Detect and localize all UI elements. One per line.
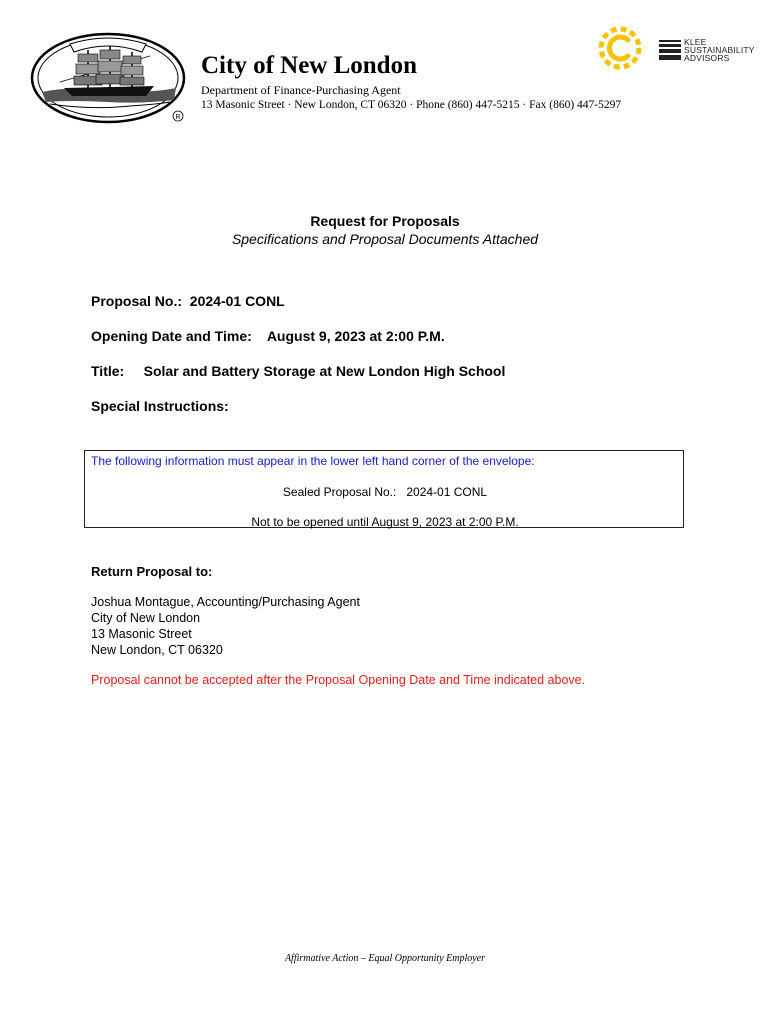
rfp-title: Request for Proposals bbox=[310, 213, 460, 229]
footer-eeo-statement: Affirmative Action – Equal Opportunity Employer bbox=[284, 953, 486, 964]
city-title: City of New London bbox=[201, 52, 417, 79]
sealed-proposal-line bbox=[0, 485, 770, 499]
opening-date-label: Opening Date and Time: bbox=[91, 328, 252, 344]
address-line: 13 Masonic Street · New London, CT 06320 · Phone (860) 447-5215 · Fax (860) 447-5297 bbox=[201, 99, 622, 111]
svg-text:R: R bbox=[175, 114, 181, 121]
rfp-subtitle: Specifications and Proposal Documents Attached bbox=[231, 231, 539, 247]
klee-text-1: KLEE bbox=[684, 37, 707, 47]
proposal-number-line bbox=[91, 293, 285, 309]
klee-bars-icon bbox=[659, 38, 681, 64]
envelope-instruction-text: The following information must appear in the lower left hand corner of the envelope: bbox=[91, 454, 535, 468]
return-address-line: Joshua Montague, Accounting/Purchasing Agent bbox=[91, 595, 360, 609]
sun-logo-icon bbox=[598, 26, 642, 70]
return-address-line: New London, CT 06320 bbox=[91, 643, 223, 657]
sealed-proposal-label: Sealed Proposal No.: bbox=[282, 485, 397, 499]
opening-date-value: August 9, 2023 at 2:00 P.M. bbox=[266, 328, 445, 344]
klee-text-2: SUSTAINABILITY bbox=[684, 45, 755, 55]
project-title-line bbox=[91, 363, 505, 379]
department-line: Department of Finance-Purchasing Agent bbox=[201, 83, 401, 97]
city-seal-ship-icon bbox=[30, 30, 190, 130]
return-address-line: 13 Masonic Street bbox=[91, 627, 192, 641]
project-title-value: Solar and Battery Storage at New London High School bbox=[143, 363, 506, 379]
project-title-label: Title: bbox=[91, 363, 125, 379]
special-instructions-label: Special Instructions: bbox=[91, 398, 229, 414]
proposal-number-value: 2024-01 CONL bbox=[189, 293, 285, 309]
return-address-line: City of New London bbox=[91, 611, 201, 625]
proposal-number-label: Proposal No.: bbox=[91, 293, 183, 309]
klee-sustainability-logo bbox=[659, 38, 755, 64]
opening-date-line bbox=[91, 328, 445, 344]
klee-text-3: ADVISORS bbox=[684, 53, 730, 63]
return-proposal-heading: Return Proposal to: bbox=[91, 564, 213, 579]
not-opened-until-text: Not to be opened until August 9, 2023 at 2:00 P.M. bbox=[251, 515, 519, 529]
late-proposal-warning: Proposal cannot be accepted after the Proposal Opening Date and Time indicated above. bbox=[91, 673, 586, 687]
sealed-proposal-value: 2024-01 CONL bbox=[406, 485, 488, 499]
